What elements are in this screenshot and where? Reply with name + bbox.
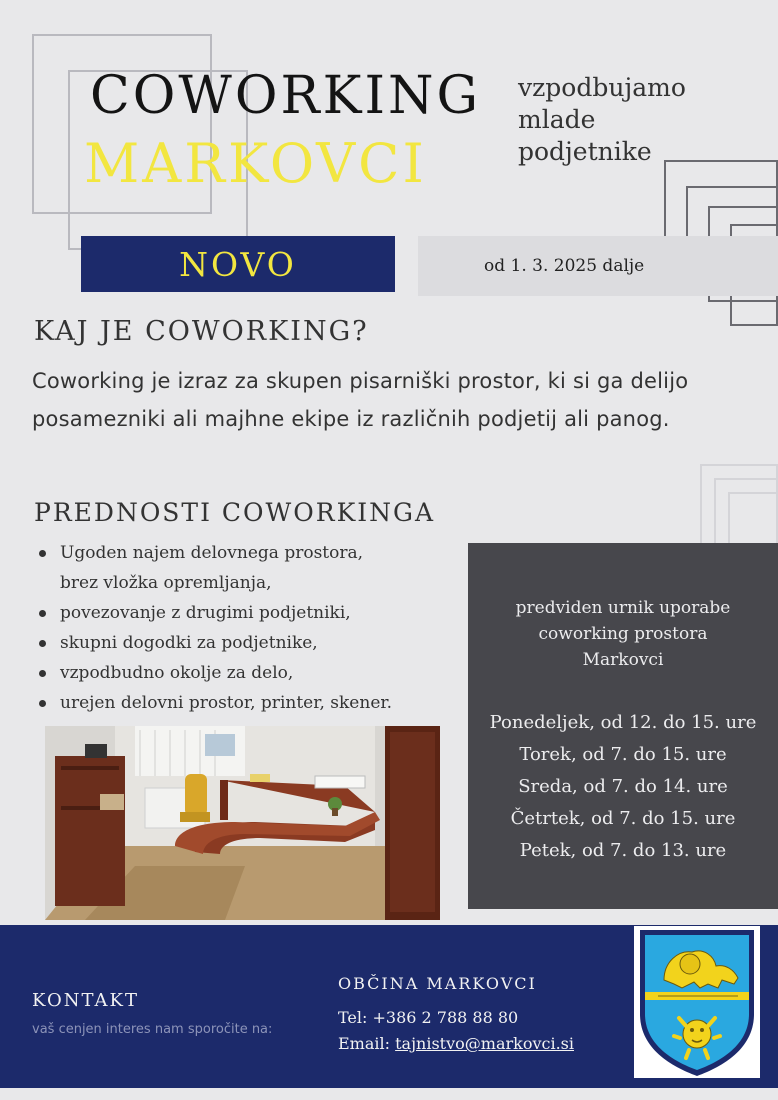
schedule-title-line: predviden urnik uporabe [515,598,731,618]
office-photo-illustration [45,726,440,920]
phone: Tel: +386 2 788 88 80 [338,1008,519,1027]
section-heading-benefits: PREDNOSTI COWORKINGA [34,498,436,527]
list-item-text: urejen delovni prostor, printer, skener. [60,693,393,713]
list-item-text: Ugoden najem delovnega prostora, [60,543,364,563]
email-link[interactable]: tajnistvo@markovci.si [395,1034,574,1053]
schedule-line: Petek, od 7. do 13. ure [519,840,727,861]
section-heading-what-is: KAJ JE COWORKING? [34,316,369,347]
list-item [34,598,464,628]
schedule-title-line: Markovci [582,650,664,670]
date-note: od 1. 3. 2025 dalje [484,256,645,276]
schedule-hours [468,707,778,867]
tagline-line: mlade [518,105,596,134]
list-item-text: vzpodbudno okolje za delo, [60,663,294,683]
tagline-line: vzpodbujamo [518,73,686,102]
org-name: OBČINA MARKOVCI [338,974,537,993]
list-item-text: povezovanje z drugimi podjetniki, [60,603,351,623]
novo-badge: NOVO [81,236,395,292]
coat-of-arms-icon [634,926,760,1078]
email-label: Email: [338,1034,396,1053]
tagline [518,72,686,168]
schedule-title-line: coworking prostora [538,624,708,644]
municipal-crest-icon [634,926,760,1078]
list-item-text: brez vložka opremljanja, [60,573,272,593]
schedule-line: Četrtek, od 7. do 15. ure [510,808,736,829]
title-coworking: COWORKING [90,66,482,126]
office-photo [45,726,440,920]
tagline-line: podjetnike [518,137,652,166]
section-text-what-is: Coworking je izraz za skupen pisarniški prostor, ki si ga delijo posamezniki ali majhne ekipe iz različnih podjetij ali panog. [32,369,689,431]
bottom-strip [0,1088,778,1100]
list-item [34,538,464,598]
list-item [34,658,464,688]
schedule-panel [468,543,778,909]
schedule-line: Torek, od 7. do 15. ure [519,744,727,765]
schedule-line: Sreda, od 7. do 14. ure [518,776,728,797]
contact-heading: KONTAKT [32,990,139,1011]
list-item [34,628,464,658]
date-banner [418,236,778,296]
email-line [338,1034,574,1053]
list-item [34,688,464,718]
title-markovci: MARKOVCI [84,132,427,195]
list-item-text: skupni dogodki za podjetnike, [60,633,318,653]
benefits-list [34,538,464,718]
contact-text: vaš cenjen interes nam sporočite na: [32,1022,273,1037]
schedule-line: Ponedeljek, od 12. do 15. ure [489,712,757,733]
schedule-title [468,595,778,673]
